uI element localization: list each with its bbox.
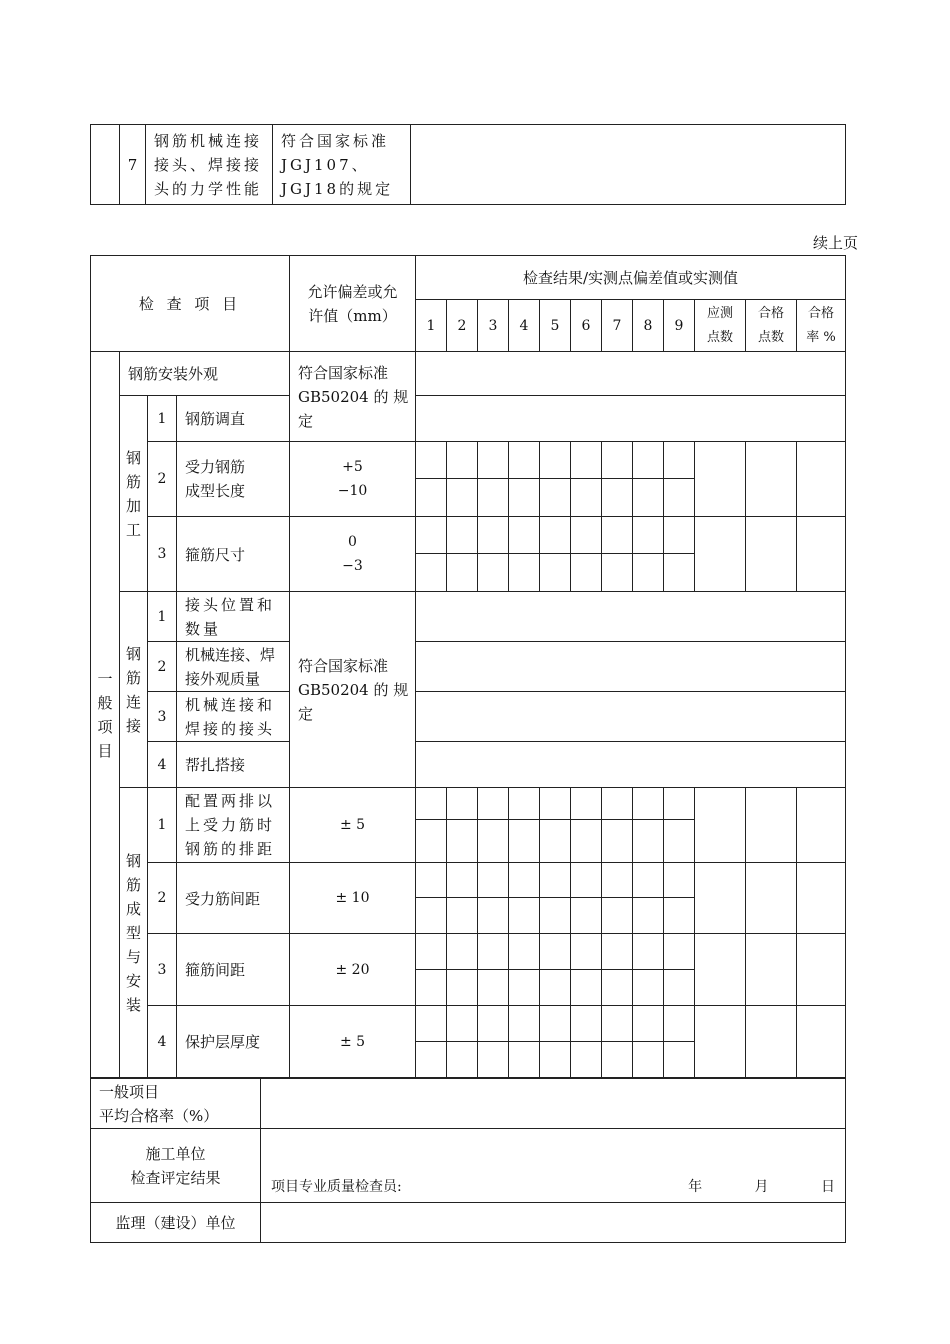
point-cell[interactable] <box>509 1042 540 1078</box>
continued-label: 续上页 <box>812 234 858 252</box>
point-cell[interactable] <box>416 820 447 863</box>
item-tolerance: ± 10 <box>290 863 416 934</box>
point-cell[interactable] <box>633 863 664 898</box>
point-cell[interactable] <box>633 898 664 934</box>
should-measure-cell[interactable] <box>695 442 746 517</box>
point-cell[interactable] <box>540 970 571 1006</box>
point-col: 5 <box>540 300 571 352</box>
row-index: 7 <box>120 125 146 205</box>
point-cell[interactable] <box>633 479 664 517</box>
tolerance-upper: 0 <box>348 534 357 550</box>
point-cell[interactable] <box>447 934 478 970</box>
point-cell[interactable] <box>478 898 509 934</box>
result-cell[interactable] <box>416 592 846 642</box>
point-cell[interactable] <box>447 970 478 1006</box>
point-col: 6 <box>571 300 602 352</box>
signature-line <box>261 1176 845 1196</box>
item-no: 2 <box>148 442 177 517</box>
point-cell[interactable] <box>478 820 509 863</box>
point-cell[interactable] <box>602 1006 633 1042</box>
item-name: 箍筋尺寸 <box>177 517 290 592</box>
point-cell[interactable] <box>664 820 695 863</box>
point-cell[interactable] <box>509 479 540 517</box>
construction-label-line1: 施工单位 <box>145 1144 206 1163</box>
point-col: 1 <box>416 300 447 352</box>
point-cell[interactable] <box>540 1006 571 1042</box>
qualified-rate-cell[interactable] <box>797 1006 846 1078</box>
avg-rate-label-line1: 一般项目 <box>99 1082 160 1101</box>
item-requirement: 符合国家标准JGJ107、JGJ18的规定 <box>273 125 411 205</box>
point-cell[interactable] <box>540 820 571 863</box>
point-cell[interactable] <box>571 898 602 934</box>
appearance-standard: 符合国家标准GB50204 的 规定 <box>290 352 416 442</box>
supervision-label: 监理（建设）单位 <box>91 1203 261 1243</box>
point-cell[interactable] <box>571 820 602 863</box>
point-cell[interactable] <box>602 898 633 934</box>
point-cell[interactable] <box>664 788 695 820</box>
point-cell[interactable] <box>633 820 664 863</box>
header-should-measure: 应测点数 <box>695 300 746 352</box>
point-cell[interactable] <box>416 554 447 592</box>
point-col: 3 <box>478 300 509 352</box>
point-cell[interactable] <box>602 517 633 554</box>
point-col: 9 <box>664 300 695 352</box>
avg-rate-label-line2: 平均合格率（%） <box>99 1106 219 1125</box>
item-tolerance <box>290 517 416 592</box>
avg-rate-value[interactable] <box>261 1079 846 1129</box>
supervision-result[interactable] <box>261 1203 846 1243</box>
point-cell[interactable] <box>571 863 602 898</box>
point-cell[interactable] <box>633 970 664 1006</box>
should-measure-cell[interactable] <box>695 517 746 592</box>
item-tolerance: ± 20 <box>290 934 416 1006</box>
item-no: 3 <box>148 517 177 592</box>
point-cell[interactable] <box>416 898 447 934</box>
item-name: 钢筋调直 <box>177 396 290 442</box>
header-qualified-rate: 合格率 % <box>797 300 846 352</box>
tolerance-lower: −3 <box>342 558 363 574</box>
point-cell[interactable] <box>571 1042 602 1078</box>
point-cell[interactable] <box>602 442 633 479</box>
qualified-rate-cell[interactable] <box>797 788 846 863</box>
point-cell[interactable] <box>540 479 571 517</box>
point-cell[interactable] <box>416 1042 447 1078</box>
point-cell[interactable] <box>447 820 478 863</box>
day-label: 日 <box>821 1179 835 1195</box>
processing-group: 钢筋加工 <box>120 396 148 592</box>
point-cell[interactable] <box>478 1042 509 1078</box>
point-cell[interactable] <box>447 1006 478 1042</box>
should-measure-cell[interactable] <box>695 934 746 1006</box>
qualified-points-cell[interactable] <box>746 863 797 934</box>
point-cell[interactable] <box>509 517 540 554</box>
point-cell[interactable] <box>664 1006 695 1042</box>
point-cell[interactable] <box>540 863 571 898</box>
should-measure-cell[interactable] <box>695 863 746 934</box>
point-cell[interactable] <box>416 442 447 479</box>
result-cell[interactable] <box>416 396 846 442</box>
point-cell[interactable] <box>633 788 664 820</box>
item-no: 2 <box>148 642 177 692</box>
point-cell[interactable] <box>509 554 540 592</box>
general-items-label: 一般项目 <box>91 352 120 1078</box>
point-cell[interactable] <box>633 517 664 554</box>
header-tolerance: 允许偏差或允许值（mm） <box>290 256 416 352</box>
connection-standard: 符合国家标准GB50204 的 规定 <box>290 592 416 788</box>
point-cell[interactable] <box>602 1042 633 1078</box>
point-cell[interactable] <box>633 1006 664 1042</box>
item-name: 帮扎搭接 <box>177 742 290 788</box>
point-cell[interactable] <box>478 479 509 517</box>
point-cell[interactable] <box>509 934 540 970</box>
footer-table <box>90 1078 846 1243</box>
point-cell[interactable] <box>664 898 695 934</box>
inspector-label: 项目专业质量检查员: <box>271 1179 402 1195</box>
point-cell[interactable] <box>571 934 602 970</box>
point-cell[interactable] <box>447 788 478 820</box>
point-cell[interactable] <box>602 479 633 517</box>
point-cell[interactable] <box>571 970 602 1006</box>
point-cell[interactable] <box>571 788 602 820</box>
item-no: 3 <box>148 934 177 1006</box>
point-cell[interactable] <box>478 554 509 592</box>
item-name: 配置两排以上受力筋时钢筋的排距 <box>177 788 290 863</box>
point-cell[interactable] <box>633 934 664 970</box>
item-no: 3 <box>148 692 177 742</box>
point-col: 2 <box>447 300 478 352</box>
point-cell[interactable] <box>509 898 540 934</box>
qualified-points-cell[interactable] <box>746 442 797 517</box>
forming-group: 钢筋成型与安装 <box>120 788 148 1078</box>
item-name: 接头位置和数量 <box>177 592 290 642</box>
point-cell[interactable] <box>633 1042 664 1078</box>
point-cell[interactable] <box>509 863 540 898</box>
item-no: 1 <box>148 592 177 642</box>
point-cell[interactable] <box>664 479 695 517</box>
tolerance-upper: +5 <box>342 459 363 475</box>
point-cell[interactable] <box>447 898 478 934</box>
point-cell[interactable] <box>509 820 540 863</box>
point-col: 8 <box>633 300 664 352</box>
point-cell[interactable] <box>571 479 602 517</box>
header-qualified-points: 合格点数 <box>746 300 797 352</box>
point-cell[interactable] <box>478 970 509 1006</box>
point-cell[interactable] <box>664 934 695 970</box>
tolerance-lower: −10 <box>337 483 368 499</box>
item-name: 受力筋间距 <box>177 863 290 934</box>
point-cell[interactable] <box>571 517 602 554</box>
result-cell[interactable] <box>416 642 846 692</box>
point-cell[interactable] <box>602 863 633 898</box>
avg-rate-label <box>91 1079 261 1129</box>
point-cell[interactable] <box>416 517 447 554</box>
point-cell[interactable] <box>478 517 509 554</box>
point-cell[interactable] <box>540 517 571 554</box>
connection-group: 钢筋连接 <box>120 592 148 788</box>
point-cell[interactable] <box>478 934 509 970</box>
item-no: 1 <box>148 788 177 863</box>
qualified-rate-cell[interactable] <box>797 517 846 592</box>
qualified-points-cell[interactable] <box>746 1006 797 1078</box>
point-cell[interactable] <box>602 820 633 863</box>
point-cell[interactable] <box>571 1006 602 1042</box>
item-tolerance <box>290 442 416 517</box>
item-tolerance: ± 5 <box>290 1006 416 1078</box>
point-cell[interactable] <box>478 1006 509 1042</box>
point-cell[interactable] <box>602 788 633 820</box>
point-cell[interactable] <box>664 554 695 592</box>
point-cell[interactable] <box>478 788 509 820</box>
point-cell[interactable] <box>416 1006 447 1042</box>
point-cell[interactable] <box>416 970 447 1006</box>
point-cell[interactable] <box>664 863 695 898</box>
appearance-label: 钢筋安装外观 <box>120 352 290 396</box>
qualified-rate-cell[interactable] <box>797 442 846 517</box>
point-cell[interactable] <box>447 517 478 554</box>
point-cell[interactable] <box>633 442 664 479</box>
point-col: 4 <box>509 300 540 352</box>
item-name: 受力钢筋成型长度 <box>177 442 290 517</box>
point-cell[interactable] <box>447 554 478 592</box>
qualified-points-cell[interactable] <box>746 788 797 863</box>
point-col: 7 <box>602 300 633 352</box>
qualified-rate-cell[interactable] <box>797 863 846 934</box>
point-cell[interactable] <box>509 442 540 479</box>
blank-cell <box>91 125 120 205</box>
point-cell[interactable] <box>447 863 478 898</box>
point-cell[interactable] <box>447 442 478 479</box>
top-table <box>90 124 846 205</box>
point-cell[interactable] <box>540 554 571 592</box>
qualified-points-cell[interactable] <box>746 934 797 1006</box>
point-cell[interactable] <box>509 788 540 820</box>
point-cell[interactable] <box>633 554 664 592</box>
qualified-points-cell[interactable] <box>746 517 797 592</box>
inspection-table <box>90 255 846 1078</box>
point-cell[interactable] <box>540 442 571 479</box>
year-label: 年 <box>688 1179 703 1195</box>
item-tolerance: ± 5 <box>290 788 416 863</box>
point-cell[interactable] <box>540 1042 571 1078</box>
result-cell[interactable] <box>416 742 846 788</box>
point-cell[interactable] <box>602 554 633 592</box>
point-cell[interactable] <box>664 1042 695 1078</box>
point-cell[interactable] <box>664 517 695 554</box>
item-name: 保护层厚度 <box>177 1006 290 1078</box>
construction-result[interactable] <box>261 1129 846 1203</box>
point-cell[interactable] <box>416 479 447 517</box>
header-results: 检查结果/实测点偏差值或实测值 <box>416 256 846 300</box>
point-cell[interactable] <box>509 970 540 1006</box>
point-cell[interactable] <box>540 934 571 970</box>
point-cell[interactable] <box>602 970 633 1006</box>
point-cell[interactable] <box>509 1006 540 1042</box>
point-cell[interactable] <box>478 442 509 479</box>
item-no: 2 <box>148 863 177 934</box>
item-name: 箍筋间距 <box>177 934 290 1006</box>
date-fields <box>640 1176 835 1196</box>
point-cell[interactable] <box>540 788 571 820</box>
item-no: 4 <box>148 742 177 788</box>
item-no: 4 <box>148 1006 177 1078</box>
point-cell[interactable] <box>416 934 447 970</box>
month-label: 月 <box>754 1179 769 1195</box>
point-cell[interactable] <box>416 788 447 820</box>
item-name: 机械连接和焊接的接头 <box>177 692 290 742</box>
should-measure-cell[interactable] <box>695 788 746 863</box>
point-cell[interactable] <box>540 898 571 934</box>
item-no: 1 <box>148 396 177 442</box>
point-cell[interactable] <box>664 442 695 479</box>
point-cell[interactable] <box>571 442 602 479</box>
item-name: 机械连接、焊接外观质量 <box>177 642 290 692</box>
should-measure-cell[interactable] <box>695 1006 746 1078</box>
result-cell[interactable] <box>416 692 846 742</box>
point-cell[interactable] <box>447 1042 478 1078</box>
point-cell[interactable] <box>571 554 602 592</box>
point-cell[interactable] <box>664 970 695 1006</box>
blank-cell <box>411 125 846 205</box>
qualified-rate-cell[interactable] <box>797 934 846 1006</box>
point-cell[interactable] <box>602 934 633 970</box>
point-cell[interactable] <box>416 863 447 898</box>
construction-label <box>91 1129 261 1203</box>
point-cell[interactable] <box>447 479 478 517</box>
result-cell[interactable] <box>416 352 846 396</box>
header-check-item: 检 查 项 目 <box>91 256 290 352</box>
item-name: 钢筋机械连接接头、焊接接头的力学性能 <box>146 125 273 205</box>
construction-label-line2: 检查评定结果 <box>130 1168 221 1187</box>
point-cell[interactable] <box>478 863 509 898</box>
